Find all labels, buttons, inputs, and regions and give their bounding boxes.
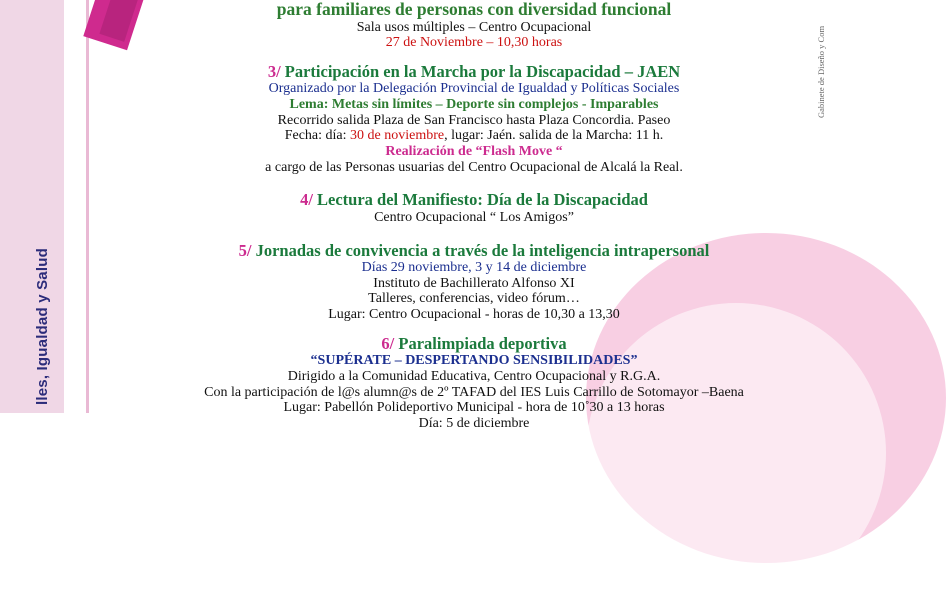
section-top-line-3: 27 de Noviembre – 10,30 horas: [385, 35, 563, 51]
vertical-department-label: lles, Igualdad y Salud: [34, 248, 51, 405]
section-item-3-heading: [150, 63, 798, 81]
poster-content: [150, 0, 798, 432]
section-item-3-fecha-date: 30 de noviembre: [350, 128, 445, 144]
section-item-3-number: 3/: [267, 61, 281, 81]
section-item-5: [150, 242, 798, 323]
section-item-3-line-5: Realización de “Flash Move “: [385, 144, 563, 160]
section-item-6-line-1: “SUPÉRATE – DESPERTANDO SENSIBILIDADES”: [310, 353, 638, 369]
section-item-6-title: Paralimpiada deportiva: [398, 333, 567, 353]
section-item-3-line-4: [150, 128, 798, 144]
section-item-4-line-1: Centro Ocupacional “ Los Amigos”: [374, 209, 574, 225]
section-item-5-title: Jornadas de convivencia a través de la inteligencia intrapersonal: [255, 240, 710, 260]
section-item-6-line-4: Lugar: Pabellón Polideportivo Municipal - hora de 10˚30 a 13 horas: [283, 400, 665, 416]
section-item-3-fecha-prefix: Fecha: día:: [284, 128, 351, 144]
section-item-5-line-4: Lugar: Centro Ocupacional - horas de 10,30 a 13,30: [328, 307, 620, 323]
section-item-3-fecha-suffix: , lugar: Jaén. salida de la Marcha: 11 h.: [444, 128, 664, 144]
section-item-4: [150, 191, 798, 225]
section-item-4-number: 4/: [300, 190, 313, 210]
section-item-4-title: Lectura del Manifiesto: Día de la Discapacidad: [317, 190, 648, 210]
section-item-6-line-2: Dirigido a la Comunidad Educativa, Centro Ocupacional y R.G.A.: [287, 368, 661, 384]
section-item-4-heading: [150, 191, 798, 209]
section-item-6-heading: [150, 335, 798, 353]
section-top: [150, 0, 798, 51]
magenta-diagonal-bar-dark: [99, 0, 150, 42]
section-item-5-heading: [150, 242, 798, 260]
left-white-gap: [64, 0, 86, 413]
vertical-credit-label: Gabinete de Diseño y Com: [816, 25, 826, 118]
left-pink-band: [0, 0, 64, 413]
section-item-5-number: 5/: [238, 240, 252, 260]
section-item-3-title: Participación en la Marcha por la Discapacidad – JAEN: [284, 61, 681, 81]
section-item-6: [150, 335, 798, 432]
section-top-line-2: Sala usos múltiples – Centro Ocupacional: [356, 19, 592, 35]
section-item-6-number: 6/: [381, 333, 395, 353]
section-item-6-line-3: Con la participación de l@s alumn@s de 2º TAFAD del IES Luis Carrillo de Sotomayor –Baena: [204, 384, 744, 400]
left-vertical-rule: [86, 0, 89, 413]
section-item-6-line-5: Día: 5 de diciembre: [418, 415, 530, 431]
section-item-3-line-1: Organizado por la Delegación Provincial de Igualdad y Políticas Sociales: [268, 81, 680, 97]
section-item-5-line-1: Días 29 noviembre, 3 y 14 de diciembre: [361, 260, 587, 276]
section-item-5-line-3: Talleres, conferencias, video fórum…: [368, 291, 580, 307]
section-item-3-line-2: Lema: Metas sin límites – Deporte sin complejos - Imparables: [289, 97, 659, 113]
section-item-5-line-2: Instituto de Bachillerato Alfonso XI: [373, 275, 575, 291]
section-top-line-1: para familiares de personas con diversidad funcional: [276, 0, 672, 19]
section-item-3-line-3: Recorrido salida Plaza de San Francisco hasta Plaza Concordia. Paseo: [277, 112, 671, 128]
section-item-3: [150, 63, 798, 176]
section-item-3-line-6: a cargo de las Personas usuarias del Centro Ocupacional de Alcalá la Real.: [265, 159, 683, 175]
